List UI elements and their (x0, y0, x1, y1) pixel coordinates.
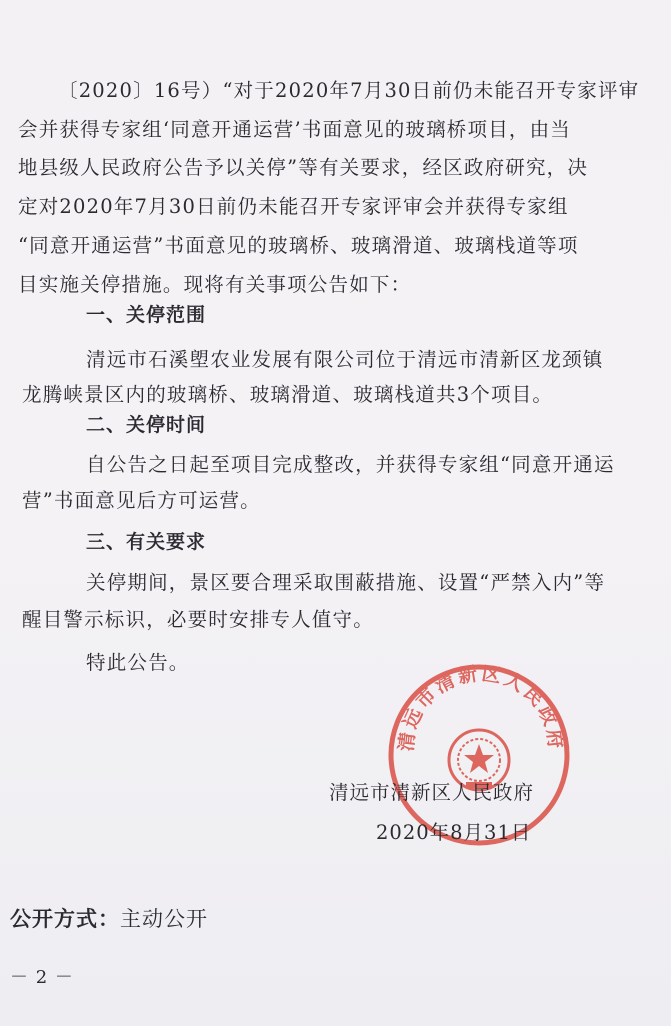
disclosure-value: 主动公开 (120, 907, 208, 931)
disclosure-label: 公开方式： (10, 907, 120, 931)
body-line-4: 定对2020年7月30日前仍未能召开专家评审会并获得专家组 (18, 195, 569, 218)
section-3-line-1: 关停期间，景区要合理采取围蔽措施、设置“严禁入内”等 (86, 571, 606, 594)
section-1-heading: 一、关停范围 (86, 304, 207, 326)
section-3-line-2: 醒目警示标识，必要时安排专人值守。 (22, 608, 374, 631)
section-3-heading: 三、有关要求 (86, 531, 207, 553)
section-2-line-2: 营”书面意见后方可运营。 (22, 489, 261, 512)
disclosure-method (10, 903, 208, 933)
page-number: － 2 － (10, 967, 74, 988)
closing-text: 特此公告。 (86, 651, 190, 674)
section-1-line-1: 清远市石溪塱农业发展有限公司位于清远市清新区龙颈镇 (86, 348, 604, 371)
signature-date: 2020年8月31日 (376, 821, 532, 844)
seal-text: 清远市清新区人民政府 (395, 662, 567, 753)
body-line-5: “同意开通运营”书面意见的玻璃桥、玻璃滑道、玻璃栈道等项 (18, 234, 579, 257)
section-2-heading: 二、关停时间 (86, 414, 207, 436)
body-line-1: 〔2020〕16号）“对于2020年7月30日前仍未能召开专家评审 (58, 79, 640, 102)
body-line-2: 会并获得专家组‘同意开通运营’书面意见的玻璃桥项目，由当 (18, 118, 571, 141)
signature-issuer: 清远市清新区人民政府 (329, 781, 535, 804)
body-line-3: 地县级人民政府公告予以关停”等有关要求，经区政府研究，决 (18, 156, 589, 179)
section-1-line-2: 龙腾峡景区内的玻璃桥、玻璃滑道、玻璃栈道共3个项目。 (22, 383, 554, 406)
body-line-6: 目实施关停措施。现将有关事项公告如下： (18, 273, 412, 296)
section-2-line-1: 自公告之日起至项目完成整改，并获得专家组“同意开通运 (86, 453, 615, 476)
